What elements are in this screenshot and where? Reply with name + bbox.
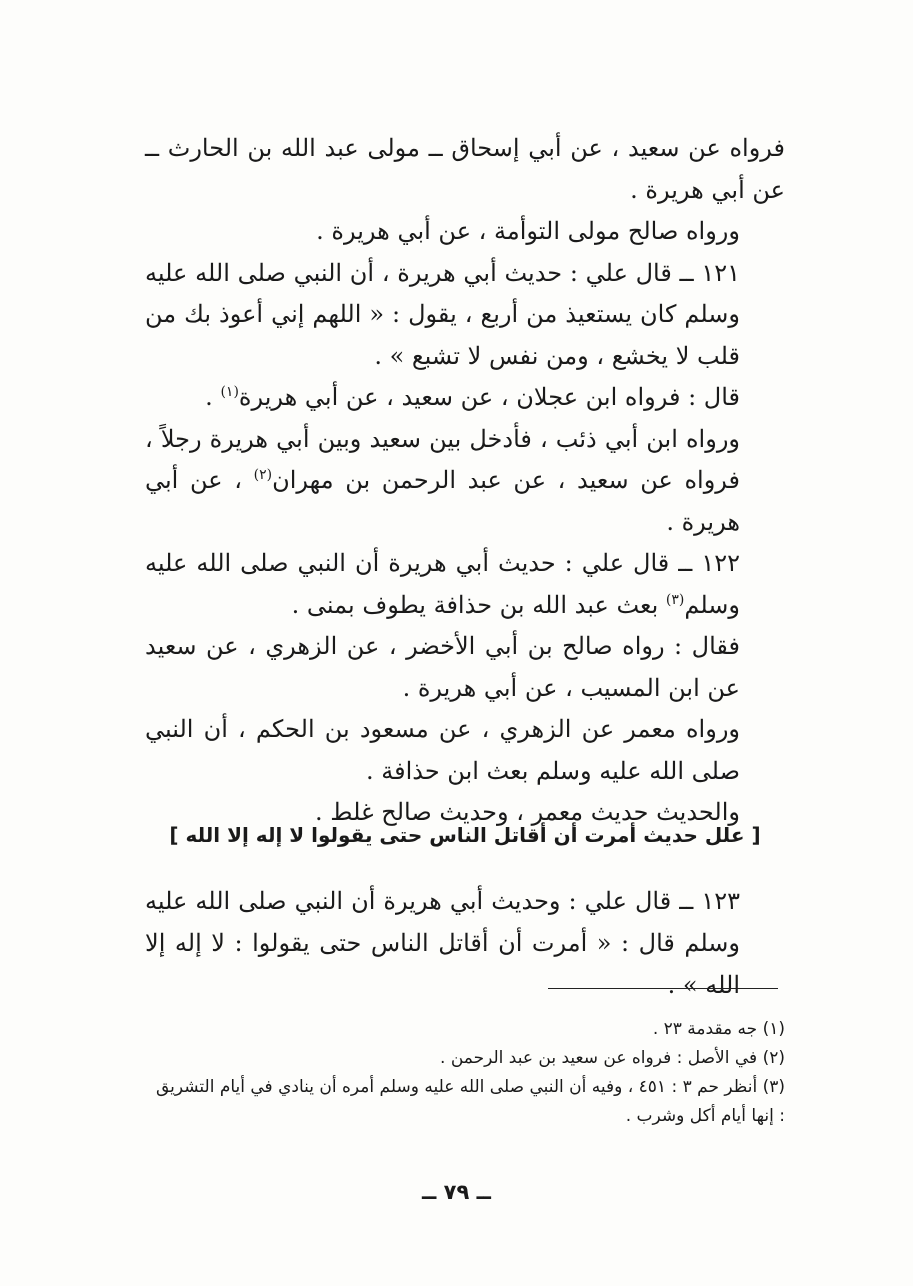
footnote-1: (١) جه مقدمة ٢٣ . — [652, 1019, 785, 1039]
hadith-123: ١٢٣ ــ قال علي : وحديث أبي هريرة أن النبي صلى الله عليه وسلم قال : « أمرت أن أقاتل الناس حتى يقولوا : لا إله إلا الله » . — [145, 887, 740, 999]
footnote-ref-1: (١) — [220, 384, 239, 400]
footnote-3: (٣) أنظر حم ٣ : ٤٥١ ، وفيه أن النبي صلى الله عليه وسلم أمره أن ينادي في أيام التشريق : إنها أيام أكل وشرب . — [155, 1077, 785, 1126]
paragraph: والحديث حديث معمر ، وحديث صالح غلط . — [315, 798, 740, 826]
footnote-ref-3: (٣) — [665, 591, 685, 608]
section-heading: [ علل حديث أمرت أن أقاتل الناس حتى يقولوا لا إله إلا الله ] — [169, 823, 761, 847]
footnotes — [145, 1015, 785, 1131]
hadith-121: ١٢١ ــ قال علي : حديث أبي هريرة ، أن النبي صلى الله عليه وسلم كان يستعيذ من أربع ، يقول : « اللهم إني أعوذ بك من قلب لا يخشع ، ومن نفس لا تشبع » . — [145, 258, 740, 370]
footnote-divider — [548, 988, 778, 989]
paragraph: ورواه معمر عن الزهري ، عن مسعود بن الحكم ، أن النبي صلى الله عليه وسلم بعث ابن حذافة . — [145, 715, 740, 785]
paragraph: فقال : رواه صالح بن أبي الأخضر ، عن الزهري ، عن سعيد عن ابن المسيب ، عن أبي هريرة . — [145, 632, 740, 702]
footnote-ref-2: (٢) — [253, 467, 273, 483]
main-text — [145, 128, 785, 834]
paragraph — [145, 377, 785, 419]
paragraph-text: ١٢٢ ــ قال علي : حديث أبي هريرة أن النبي صلى الله عليه وسلم — [145, 549, 740, 619]
paragraph-text: ، عن أبي هريرة . — [145, 466, 740, 536]
paragraph: ورواه صالح مولى التوأمة ، عن أبي هريرة . — [316, 217, 740, 245]
paragraph: فرواه عن سعيد ، عن أبي إسحاق ــ مولى عبد الله بن الحارث ــ عن أبي هريرة . — [145, 134, 785, 204]
hadith-122 — [145, 543, 785, 626]
paragraph-text: . — [205, 383, 221, 411]
paragraph — [145, 419, 785, 544]
paragraph-text: قال : فرواه ابن عجلان ، عن سعيد ، عن أبي هريرة — [238, 383, 740, 411]
footnote-2: (٢) في الأصل : فرواه عن سعيد بن عبد الرحمن . — [440, 1048, 785, 1068]
paragraph-text: بعث عبد الله بن حذافة يطوف بمنى . — [291, 590, 666, 619]
page-number: ــ ٧٩ ــ — [422, 1180, 491, 1204]
paragraph-text: ورواه ابن أبي ذئب ، فأدخل بين سعيد وبين أبي هريرة رجلاً ، فرواه عن سعيد ، عن عبد الرحمن بن مهران — [145, 424, 741, 494]
